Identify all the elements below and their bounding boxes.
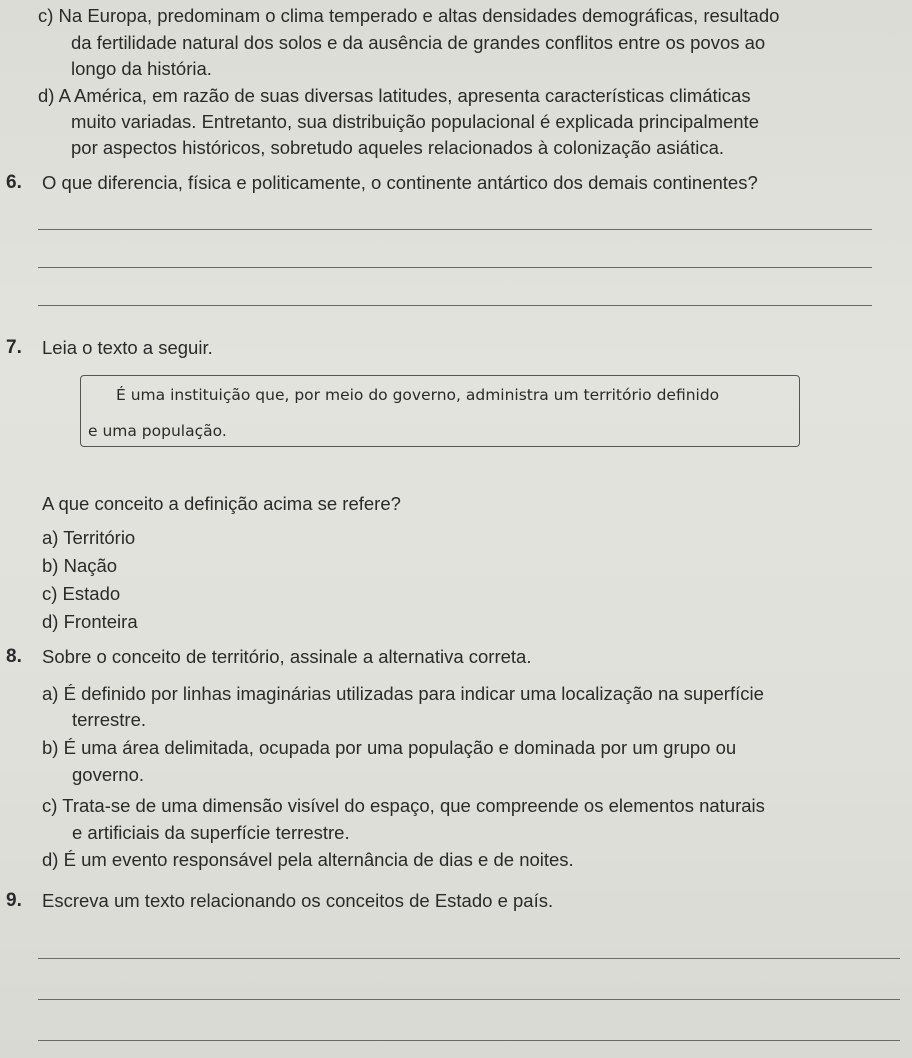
question-7-option-a[interactable]: a) Território [42,527,136,548]
prev-option-c-line2: da fertilidade natural dos solos e da ausência de grandes conflitos entre os povos ao [71,32,766,53]
question-8-option-b-line1[interactable]: b) É uma área delimitada, ocupada por uma população e dominada por um grupo ou [42,737,737,758]
question-7-intro: Leia o texto a seguir. [42,337,213,358]
question-8-option-b-line2[interactable]: governo. [72,764,144,785]
question-8-option-a-line1[interactable]: a) É definido por linhas imaginárias utilizadas para indicar uma localização na superfície [42,683,764,704]
question-8-option-c-line1[interactable]: c) Trata-se de uma dimensão visível do espaço, que compreende os elementos naturais [42,795,765,816]
prev-option-d-line1: d) A América, em razão de suas diversas latitudes, apresenta características climáticas [38,85,751,106]
answer-line[interactable] [38,267,872,268]
prev-option-c-line3: longo da história. [71,58,212,79]
question-8-option-c-line2[interactable]: e artificiais da superfície terrestre. [72,822,350,843]
question-7-option-c[interactable]: c) Estado [42,583,121,604]
question-7-number: 7. [6,337,22,358]
prev-option-c-line1: c) Na Europa, predominam o clima temperado e altas densidades demográficas, resultado [38,5,780,26]
answer-line[interactable] [38,1040,900,1041]
quoted-text-line1: É uma instituição que, por meio do governo, administra um território definido [116,386,720,404]
quoted-text-line2: e uma população. [88,422,227,440]
answer-line[interactable] [38,305,872,306]
prev-option-d-line3: por aspectos históricos, sobretudo aqueles relacionados à colonização asiática. [71,137,725,158]
answer-line[interactable] [38,999,900,1000]
question-9-text: Escreva um texto relacionando os conceitos de Estado e país. [42,890,554,911]
question-7-option-b[interactable]: b) Nação [42,555,118,576]
question-7-prompt: A que conceito a definição acima se refere? [42,493,401,514]
prev-option-d-line2: muito variadas. Entretanto, sua distribuição populacional é explicada principalmente [71,111,759,132]
question-8-text: Sobre o conceito de território, assinale a alternativa correta. [42,646,532,667]
question-6-number: 6. [6,172,22,193]
answer-line[interactable] [38,229,872,230]
question-8-option-d-line1[interactable]: d) É um evento responsável pela alternância de dias e de noites. [42,849,574,870]
question-7-option-d[interactable]: d) Fronteira [42,611,138,632]
answer-line[interactable] [38,958,900,959]
question-6-text: O que diferencia, física e politicamente, o continente antártico dos demais continentes? [42,172,758,193]
question-9-number: 9. [6,890,22,911]
question-8-number: 8. [6,646,22,667]
question-8-option-a-line2[interactable]: terrestre. [72,709,147,730]
